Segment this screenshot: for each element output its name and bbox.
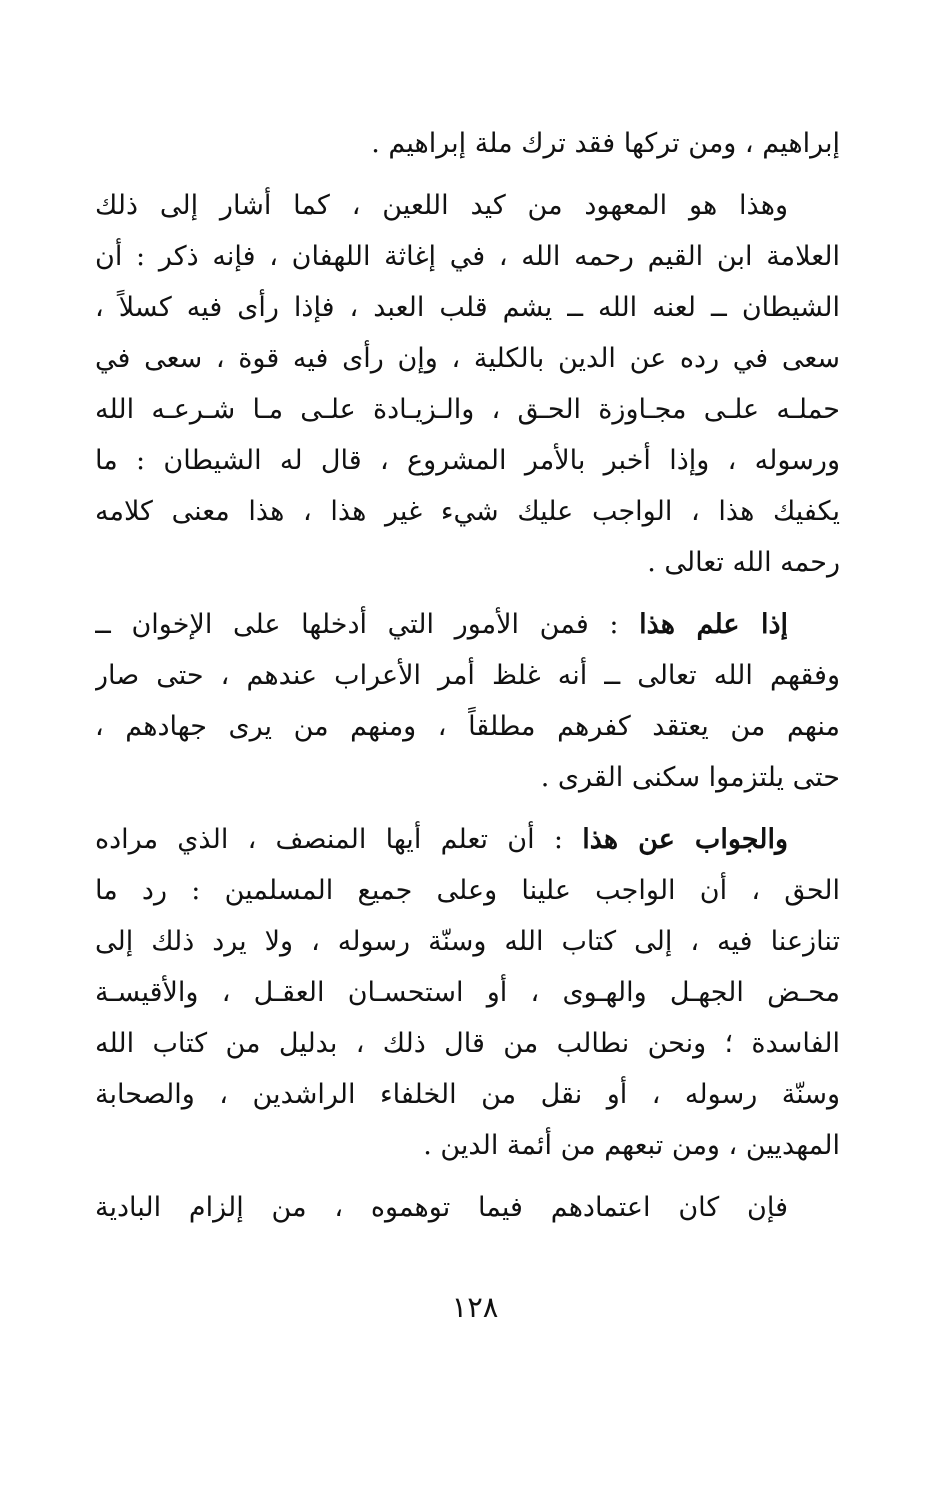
text-line — [95, 865, 840, 916]
line-text: : أن تعلم أيها المنصف ، الذي مراده — [95, 824, 583, 855]
line-text: الحق ، أن الواجب علينا وعلى جميع المسلمين : رد ما — [95, 875, 840, 906]
line-text: وهذا هو المعهود من كيد اللعين ، كما أشار إلى ذلك — [95, 190, 788, 221]
line-text: الفاسدة ؛ ونحن نطالب من قال ذلك ، بدليل من كتاب الله — [95, 1028, 840, 1059]
line-text: رحمه الله تعالى . — [647, 547, 840, 578]
text-line — [95, 701, 840, 752]
text-line — [95, 282, 840, 333]
line-text: محـض الجهـل والهـوى ، أو استحسـان العقـل ، والأقيسـة — [95, 977, 840, 1008]
paragraph-4 — [95, 814, 840, 1171]
line-text: فإن كان اعتمادهم فيما توهموه ، من إلزام البادية — [95, 1192, 788, 1223]
text-line — [95, 1120, 840, 1171]
bold-lead-in: إذا علم هذا — [639, 609, 789, 640]
text-line — [95, 486, 840, 537]
text-line — [95, 118, 840, 169]
paragraph-2 — [95, 180, 840, 588]
text-line — [95, 752, 840, 803]
text-line — [95, 333, 840, 384]
line-text: وسنّة رسوله ، أو نقل من الخلفاء الراشدين ، والصحابة — [95, 1079, 840, 1110]
line-text: تنازعنا فيه ، إلى كتاب الله وسنّة رسوله ، ولا يرد ذلك إلى — [95, 926, 840, 957]
paragraph-5 — [95, 1182, 840, 1233]
text-line — [95, 384, 840, 435]
line-text: سعى في رده عن الدين بالكلية ، وإن رأى فيه قوة ، سعى في — [95, 343, 840, 374]
text-line — [95, 537, 840, 588]
bold-lead-in: والجواب عن هذا — [582, 824, 788, 855]
line-text: : فمن الأمور التي أدخلها على الإخوان ــ — [95, 609, 640, 640]
text-line — [95, 650, 840, 701]
text-line — [95, 1182, 840, 1233]
line-text: الشيطان ــ لعنه الله ــ يشم قلب العبد ، فإذا رأى فيه كسلاً ، — [95, 292, 840, 323]
line-text: حتى يلتزموا سكنى القرى . — [540, 762, 840, 793]
line-text: ورسوله ، وإذا أخبر بالأمر المشروع ، قال له الشيطان : ما — [95, 445, 840, 476]
line-text: وفقهم الله تعالى ــ أنه غلظ أمر الأعراب عندهم ، حتى صار — [95, 660, 840, 691]
text-line — [95, 435, 840, 486]
page-number: ١٢٨ — [451, 1290, 499, 1324]
paragraph-3 — [95, 599, 840, 803]
text-line — [95, 599, 840, 650]
line-text: العلامة ابن القيم رحمه الله ، في إغاثة اللهفان ، فإنه ذكر : أن — [95, 241, 840, 272]
line-text: حملـه علـى مجـاوزة الحـق ، والـزيـادة علـى مـا شـرعـه الله — [95, 394, 840, 425]
line-text: إبراهيم ، ومن تركها فقد ترك ملة إبراهيم . — [371, 128, 840, 159]
text-line — [95, 967, 840, 1018]
text-line — [95, 1018, 840, 1069]
paragraph-1 — [95, 118, 840, 169]
line-text: يكفيك هذا ، الواجب عليك شيء غير هذا ، هذا معنى كلامه — [95, 496, 840, 527]
text-line — [95, 1069, 840, 1120]
body-text — [95, 118, 840, 1244]
line-text: منهم من يعتقد كفرهم مطلقاً ، ومنهم من يرى جهادهم ، — [95, 711, 840, 742]
line-text: المهديين ، ومن تبعهم من أئمة الدين . — [423, 1130, 840, 1161]
text-line — [95, 814, 840, 865]
text-line — [95, 916, 840, 967]
text-line — [95, 180, 840, 231]
text-line — [95, 231, 840, 282]
